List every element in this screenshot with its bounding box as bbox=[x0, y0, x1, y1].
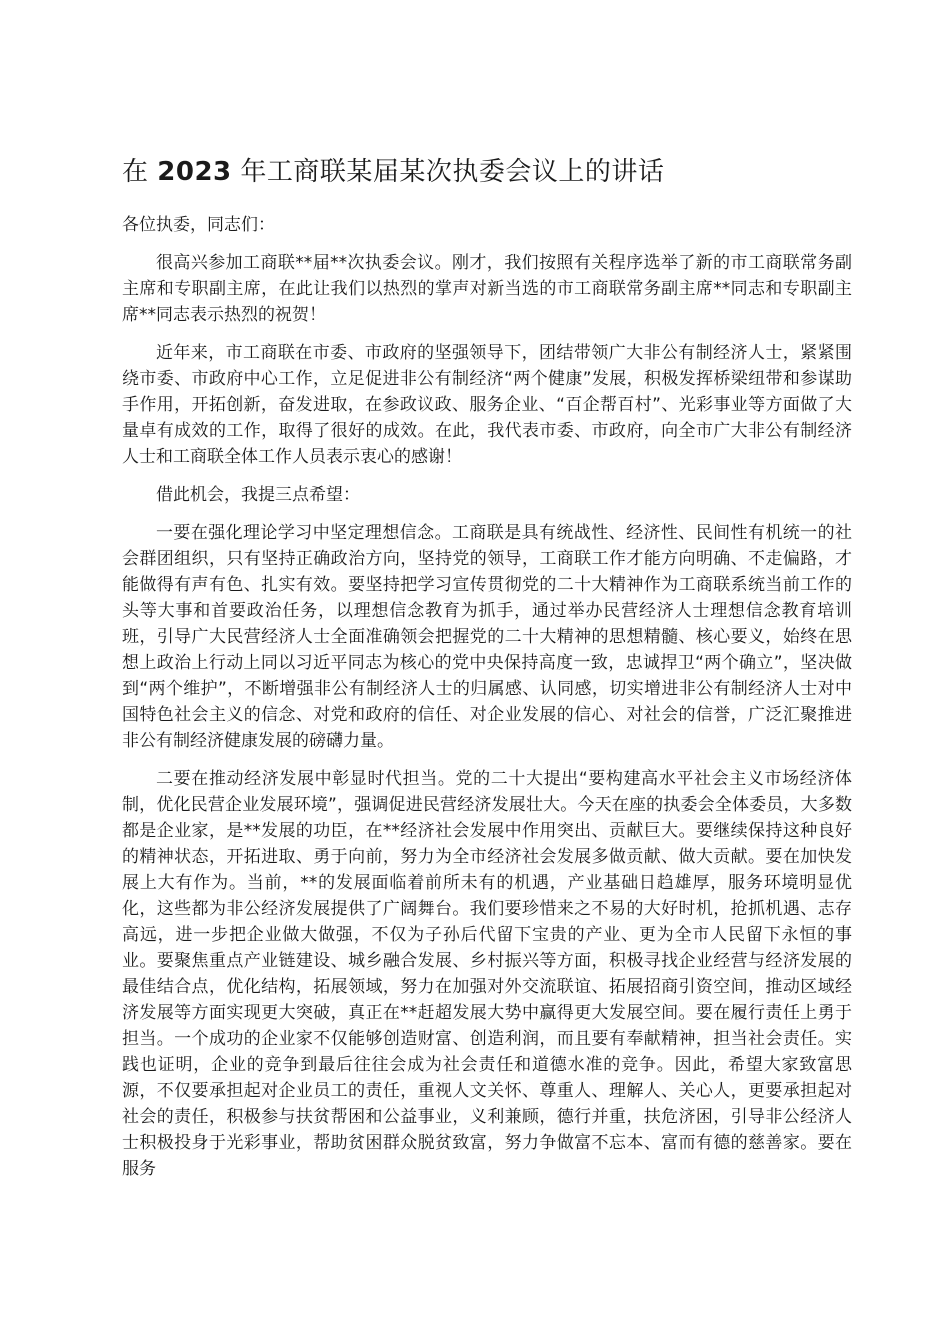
paragraph-hope-one: 一要在强化理论学习中坚定理想信念。工商联是具有统战性、经济性、民间性有机统一的社会群团组织，只有坚持正确政治方向，坚持党的领导，工商联工作才能方向明确、不走偏路，才能做得有声有色、扎实有效。要坚持把学习宣传贯彻党的二十大精神作为工商联系统当前工作的头等大事和首要政治任务，以理想信念教育为抓手，通过举办民营经济人士理想信念教育培训班，引导广大民营经济人士全面准确领会把握党的二十大精神的思想精髓、核心要义，始终在思想上政治上行动上同以习近平同志为核心的党中央保持高度一致，忠诚捍卫“两个确立”，坚决做到“两个维护”，不断增强非公有制经济人士的归属感、认同感，切实增进非公有制经济人士对中国特色社会主义的信念、对党和政府的信任、对企业发展的信心、对社会的信誉，广泛汇聚推进非公有制经济健康发展的磅礴力量。 bbox=[122, 523, 852, 751]
title-prefix: 在 bbox=[122, 157, 158, 187]
document-page bbox=[122, 152, 852, 1194]
paragraph-congratulations: 很高兴参加工商联**届**次执委会议。刚才，我们按照有关程序选举了新的市工商联常务副主席和专职副主席，在此让我们以热烈的掌声对新当选的市工商联常务副主席**同志和专职副主席**同志表示热烈的祝贺！ bbox=[122, 253, 852, 325]
document-title bbox=[122, 152, 852, 192]
paragraph-hope-two: 二要在推动经济发展中彰显时代担当。党的二十大提出“要构建高水平社会主义市场经济体制，优化民营企业发展环境”，强调促进民营经济发展壮大。今天在座的执委会全体委员，大多数都是企业家，是**发展的功臣，在**经济社会发展中作用突出、贡献巨大。要继续保持这种良好的精神状态，开拓进取、勇于向前，努力为全市经济社会发展多做贡献、做大贡献。要在加快发展上大有作为。当前，**的发展面临着前所未有的机遇，产业基础日趋雄厚，服务环境明显优化，这些都为非公经济发展提供了广阔舞台。我们要珍惜来之不易的大好时机，抢抓机遇、志存高远，进一步把企业做大做强，不仅为子孙后代留下宝贵的产业、更为全市人民留下永恒的事业。要聚焦重点产业链建设、城乡融合发展、乡村振兴等方面，积极寻找企业经营与经济发展的最佳结合点，优化结构，拓展领域，努力在加强对外交流联谊、拓展招商引资空间，推动区域经济发展等方面实现更大突破，真正在**赶超发展大势中赢得更大发展空间。要在履行责任上勇于担当。一个成功的企业家不仅能够创造财富、创造利润，而且要有奉献精神，担当社会责任。实践也证明，企业的竞争到最后往往会成为社会责任和道德水准的竞争。因此，希望大家致富思源，不仅要承担起对企业员工的责任，重视人文关怀、尊重人、理解人、关心人，更要承担起对社会的责任，积极参与扶贫帮困和公益事业，义利兼顾，德行并重，扶危济困，引导非公经济人士积极投身于光彩事业，帮助贫困群众脱贫致富，努力争做富不忘本、富而有德的慈善家。要在服务 bbox=[122, 769, 852, 1179]
paragraph-achievements: 近年来，市工商联在市委、市政府的坚强领导下，团结带领广大非公有制经济人士，紧紧围绕市委、市政府中心工作，立足促进非公有制经济“两个健康”发展，积极发挥桥梁纽带和参谋助手作用，开拓创新，奋发进取，在参政议政、服务企业、“百企帮百村”、光彩事业等方面做了大量卓有成效的工作，取得了很好的成效。在此，我代表市委、市政府，向全市广大非公有制经济人士和工商联全体工作人员表示衷心的感谢！ bbox=[122, 343, 852, 467]
salutation: 各位执委，同志们： bbox=[122, 215, 275, 235]
title-suffix: 年工商联某届某次执委会议上的讲话 bbox=[231, 157, 665, 187]
paragraph-three-hopes-intro: 借此机会，我提三点希望： bbox=[156, 485, 360, 505]
title-year: 2023 bbox=[157, 157, 232, 187]
